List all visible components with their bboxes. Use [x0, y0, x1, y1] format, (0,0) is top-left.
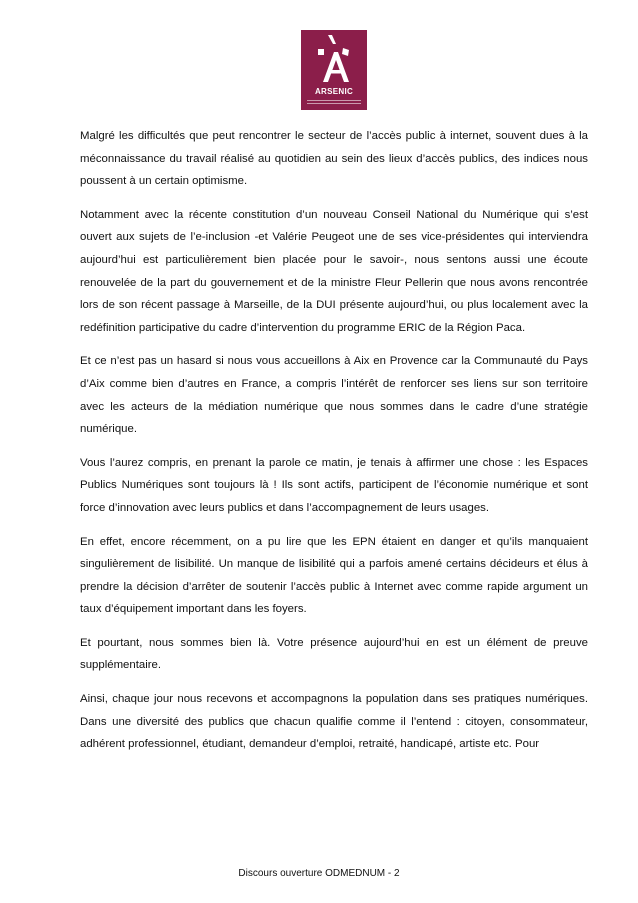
paragraph: Et ce n’est pas un hasard si nous vous accueillons à Aix en Provence car la Communauté du Pays d’Aix comme bien d’autres en France, a compris l’intérêt de renforcer ses liens sur son territoire avec les acteurs de la médiation numérique que nous sommes dans le cadre d’une stratégie numérique.: [80, 355, 588, 436]
paragraph: Vous l’aurez compris, en prenant la parole ce matin, je tenais à affirmer une chose : les Espaces Publics Numériques sont toujours là ! Ils sont actifs, participent de l’économie numérique et sont force d’innovation avec leurs publics et dans l’accompagnement de leurs usages.: [80, 456, 588, 514]
paragraph: Malgré les difficultés que peut rencontrer le secteur de l’accès public à internet, souvent dues à la méconnaissance du travail réalisé au quotidien au sein des lieux d’accès publics, des indices nous poussent à un certain optimisme.: [80, 130, 588, 188]
document-body: [80, 125, 588, 767]
paragraph: Notamment avec la récente constitution d’un nouveau Conseil National du Numérique qui s’est ouvert aux sujets de l’e-inclusion -et Valérie Peugeot une de ses vice-présidentes qui interviendra aujourd’hui est particulièrement bien placée pour le savoir-, nous sentons aussi une écoute renouvelée de la part du gouvernement et de la ministre Fleur Pellerin que nous avons rencontrée lors de son récent passage à Marseille, de la DUI présente aujourd’hui, ou plus localement avec la redéfinition participative du cadre d’intervention du programme ERIC de la Région Paca.: [80, 208, 588, 334]
logo-label: ARSENIC: [314, 87, 354, 96]
paragraph: Et pourtant, nous sommes bien là. Votre présence aujourd’hui en est un élément de preuve supplémentaire.: [80, 636, 588, 672]
logo-mark-icon: [301, 30, 367, 86]
paragraph: Ainsi, chaque jour nous recevons et accompagnons la population dans ses pratiques numériques. Dans une diversité des publics que chacun qualifie comme il l’entend : citoyen, consommateur, adhérent professionnel, étudiant, demandeur d’emploi, retraité, handicapé, artiste etc. Pour: [80, 693, 588, 751]
arsenic-logo: [301, 30, 367, 110]
page-footer: Discours ouverture ODMEDNUM - 2: [238, 868, 400, 879]
logo-tagline-line: [307, 103, 361, 104]
logo-tagline-line: [307, 100, 361, 101]
paragraph: En effet, encore récemment, on a pu lire que les EPN étaient en danger et qu’ils manquaient singulièrement de lisibilité. Un manque de lisibilité qui a parfois amené certains décideurs et élus à prendre la décision d’arrêter de soutenir l’accès public à Internet avec comme rapide argument un taux d’équipement important dans les foyers.: [80, 535, 588, 616]
